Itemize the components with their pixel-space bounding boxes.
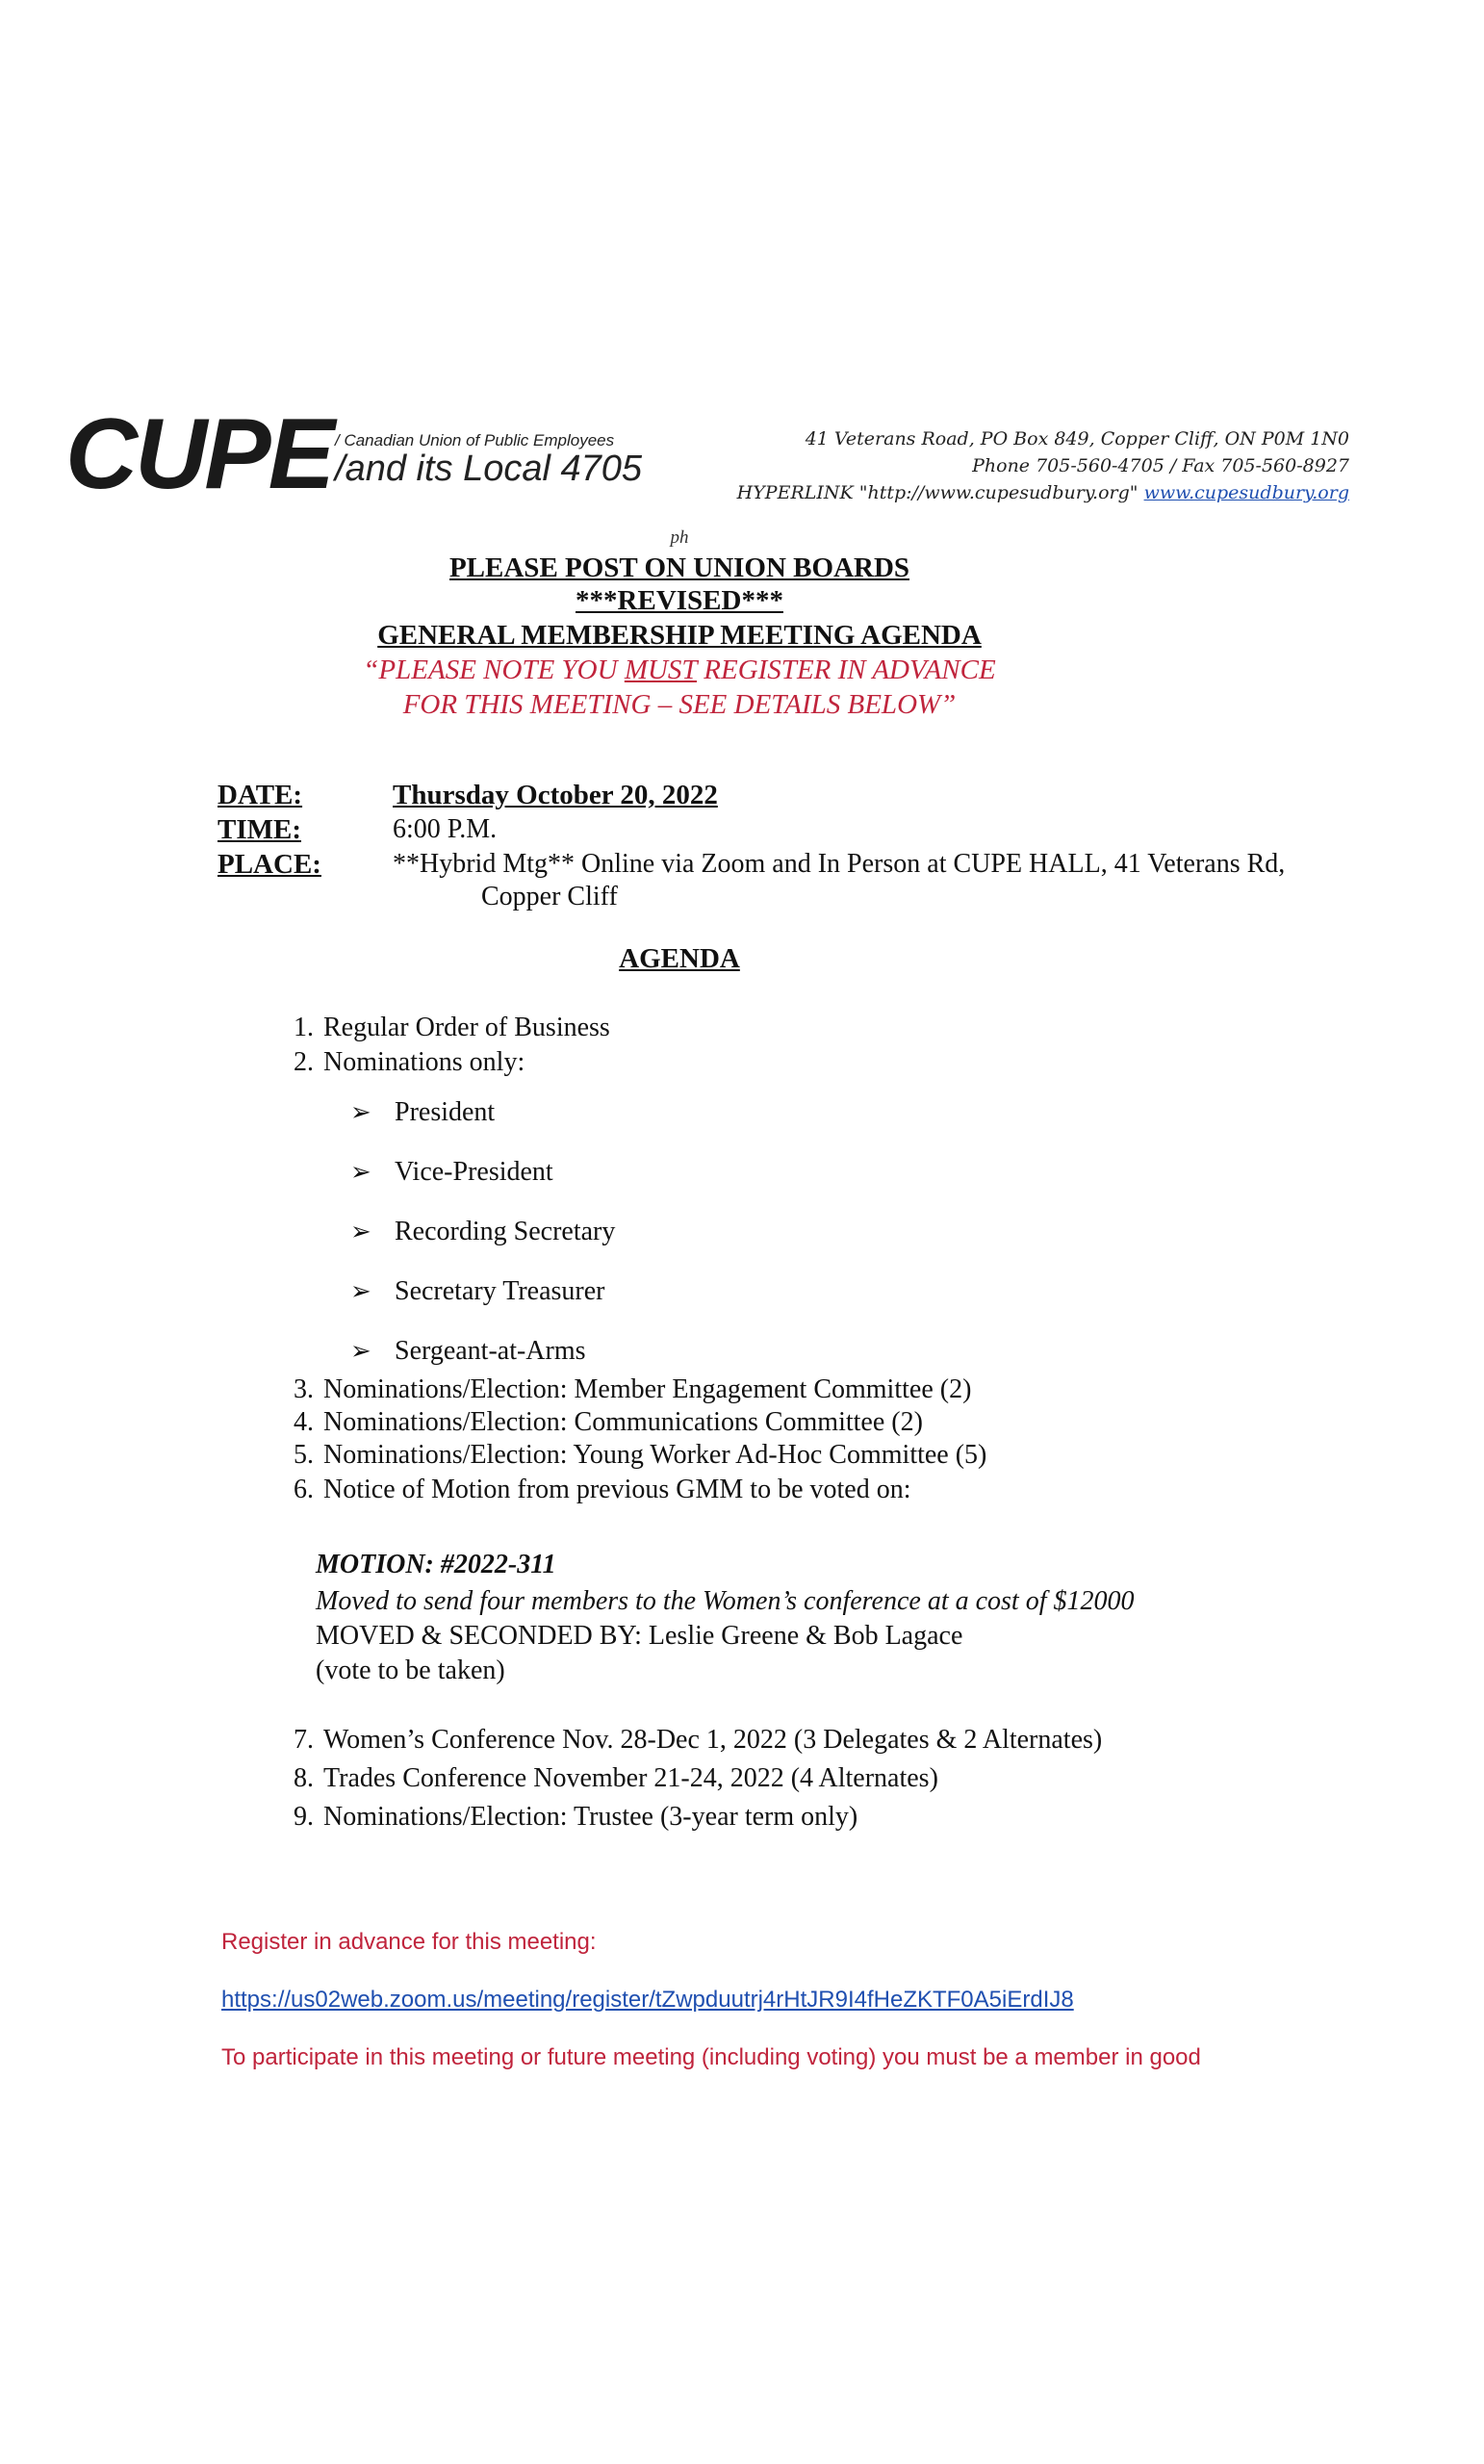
item-number: 6. xyxy=(294,1475,314,1504)
item-text: Nominations/Election: Young Worker Ad-Hoc Committee (5) xyxy=(323,1440,987,1470)
arrow-bullet-icon: ➢ xyxy=(350,1337,371,1365)
org-line-2 xyxy=(335,450,642,487)
meeting-agenda-title: GENERAL MEMBERSHIP MEETING AGENDA xyxy=(377,620,982,651)
item-text: Nominations/Election: Member Engagement Committee (2) xyxy=(323,1374,972,1404)
item-text: Trades Conference November 21-24, 2022 (4 Alternates) xyxy=(323,1763,938,1793)
item-text: Nominations/Election: Communications Committee (2) xyxy=(323,1407,923,1437)
website-link[interactable]: www.cupesudbury.org xyxy=(1143,482,1349,503)
hyperlink-line xyxy=(737,479,1349,506)
motion-moved-by: MOVED & SECONDED BY: Leslie Greene & Bob Lagace xyxy=(316,1621,963,1651)
cupe-logo: CUPE xyxy=(65,398,332,510)
item-number: 9. xyxy=(294,1802,314,1832)
item-number: 7. xyxy=(294,1725,314,1755)
agenda-item xyxy=(268,1802,857,1833)
org-full-name: Canadian Union of Public Employees xyxy=(344,431,615,449)
arrow-bullet-icon: ➢ xyxy=(350,1098,371,1126)
item-text: Nominations only: xyxy=(323,1047,525,1077)
date-value: Thursday October 20, 2022 xyxy=(393,780,718,810)
item-number: 4. xyxy=(294,1407,314,1437)
zoom-registration-link[interactable]: https://us02web.zoom.us/meeting/register/tZwpduutrj4rHtJR9I4fHeZKTF0A5iErdIJ8 xyxy=(221,1987,1074,2013)
address-block xyxy=(737,425,1349,506)
local-name: and its Local 4705 xyxy=(345,449,643,489)
item-number: 1. xyxy=(294,1013,314,1042)
org-line-1 xyxy=(335,431,642,450)
item-text: Regular Order of Business xyxy=(323,1013,610,1042)
item-text: Women’s Conference Nov. 28-Dec 1, 2022 (3 Delegates & 2 Alternates) xyxy=(323,1725,1103,1755)
ph-marker: ph xyxy=(670,527,689,548)
time-label: TIME: xyxy=(217,814,301,845)
agenda-item xyxy=(268,1407,923,1438)
arrow-bullet-icon: ➢ xyxy=(350,1277,371,1305)
nomination-item xyxy=(350,1157,553,1188)
motion-vote: (vote to be taken) xyxy=(316,1656,505,1685)
agenda-item xyxy=(268,1440,986,1471)
nomination-item xyxy=(350,1336,586,1367)
divider-slash: / xyxy=(335,449,345,489)
place-value-line-1: **Hybrid Mtg** Online via Zoom and In Person at CUPE HALL, 41 Veterans Rd, xyxy=(393,849,1286,879)
item-number: 3. xyxy=(294,1374,314,1404)
agenda-item xyxy=(268,1763,938,1794)
agenda-item xyxy=(268,1725,1102,1756)
register-note-line-2: FOR THIS MEETING – SEE DETAILS BELOW” xyxy=(402,689,957,720)
place-value-line-2: Copper Cliff xyxy=(481,882,618,911)
nomination-item xyxy=(350,1276,604,1307)
item-text: Notice of Motion from previous GMM to be voted on: xyxy=(323,1475,911,1504)
revised-title: ***REVISED*** xyxy=(576,585,783,616)
motion-title: MOTION: #2022-311 xyxy=(316,1550,556,1579)
item-text: Nominations/Election: Trustee (3-year term only) xyxy=(323,1802,858,1832)
participate-note: To participate in this meeting or future meeting (including voting) you must be a member in good xyxy=(221,2044,1201,2070)
motion-text: Moved to send four members to the Women’s conference at a cost of $12000 xyxy=(316,1586,1135,1616)
address-line: 41 Veterans Road, PO Box 849, Copper Cliff, ON P0M 1N0 xyxy=(805,428,1349,449)
agenda-item xyxy=(268,1013,610,1043)
arrow-bullet-icon: ➢ xyxy=(350,1218,371,1245)
agenda-heading: AGENDA xyxy=(619,943,740,974)
place-label: PLACE: xyxy=(217,849,321,880)
arrow-bullet-icon: ➢ xyxy=(350,1158,371,1186)
nomination-text: Secretary Treasurer xyxy=(395,1276,605,1306)
register-note-post: REGISTER IN ADVANCE xyxy=(697,654,996,685)
agenda-item xyxy=(268,1047,525,1078)
agenda-item xyxy=(268,1374,971,1405)
divider-slash: / xyxy=(335,431,345,449)
date-label: DATE: xyxy=(217,780,303,810)
agenda-item xyxy=(268,1475,910,1505)
nomination-item xyxy=(350,1097,495,1128)
register-note-pre: “PLEASE NOTE YOU xyxy=(363,654,625,685)
time-value: 6:00 P.M. xyxy=(393,814,498,844)
nomination-item xyxy=(350,1217,615,1247)
must-emphasis: MUST xyxy=(624,654,698,685)
hyperlink-prefix: HYPERLINK "http://www.cupesudbury.org" xyxy=(736,482,1139,503)
nomination-text: Sergeant-at-Arms xyxy=(395,1336,586,1366)
item-number: 2. xyxy=(294,1047,314,1077)
item-number: 5. xyxy=(294,1440,314,1470)
org-name-block xyxy=(335,431,642,487)
nomination-text: Vice-President xyxy=(395,1157,553,1187)
phone-fax-line: Phone 705-560-4705 / Fax 705-560-8927 xyxy=(972,455,1349,476)
nomination-text: Recording Secretary xyxy=(395,1217,616,1246)
register-note-line-1 xyxy=(0,654,1484,686)
post-notice-title: PLEASE POST ON UNION BOARDS xyxy=(448,552,910,583)
item-number: 8. xyxy=(294,1763,314,1793)
register-label: Register in advance for this meeting: xyxy=(221,1929,597,1955)
nomination-text: President xyxy=(395,1097,496,1127)
